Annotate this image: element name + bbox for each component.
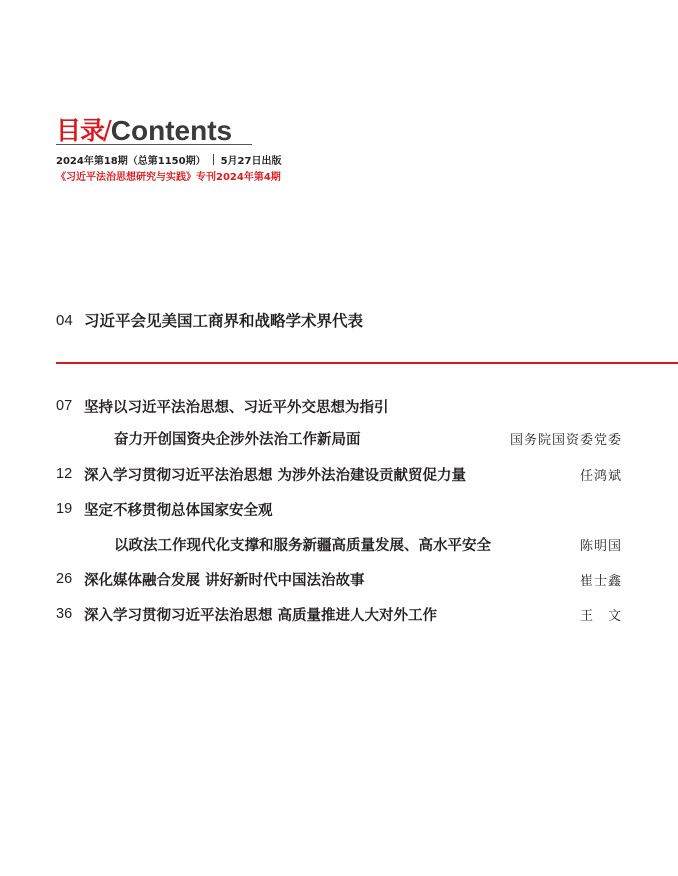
toc-author: 崔士鑫 xyxy=(579,573,622,589)
title-chinese: 目录 xyxy=(56,116,105,145)
issue-separator xyxy=(213,154,214,165)
toc-author: 国务院国资委党委 xyxy=(509,432,622,448)
title-slash: / xyxy=(103,116,112,146)
toc-title: 深入学习贯彻习近平法治思想 高质量推进人大对外工作 xyxy=(84,607,438,624)
toc-entry-continuation[interactable] xyxy=(114,428,622,448)
toc-title: 坚定不移贯彻总体国家安全观 xyxy=(84,502,273,519)
toc-page-number: 07 xyxy=(56,398,73,414)
title-english: Contents xyxy=(110,115,233,146)
toc-title: 坚持以习近平法治思想、习近平外交思想为指引 xyxy=(84,399,389,416)
page-title xyxy=(56,110,256,146)
toc-entry-continuation[interactable] xyxy=(114,534,622,554)
toc-page-number: 19 xyxy=(56,501,73,517)
toc-page-number: 26 xyxy=(56,571,73,587)
feature-page-number: 04 xyxy=(56,311,73,329)
toc-author: 任鸿斌 xyxy=(579,468,622,484)
section-divider xyxy=(56,362,678,364)
toc-entry[interactable] xyxy=(56,569,622,589)
toc-entry[interactable] xyxy=(56,396,622,416)
toc-entry[interactable] xyxy=(56,604,622,624)
toc-author: 陈明国 xyxy=(579,538,622,554)
toc-entry[interactable] xyxy=(56,499,622,519)
special-issue: 《习近平法治思想研究与实践》专刊2024年第4期 xyxy=(56,172,281,183)
issue-number: 2024年第18期（总第1150期） xyxy=(56,156,206,167)
title-underline xyxy=(56,144,252,145)
feature-title: 习近平会见美国工商界和战略学术界代表 xyxy=(84,312,364,330)
contents-header xyxy=(56,110,282,183)
issue-info xyxy=(56,152,281,167)
toc-title: 深入学习贯彻习近平法治思想 为涉外法治建设贡献贸促力量 xyxy=(84,467,467,484)
toc-entry[interactable] xyxy=(56,464,622,484)
toc-page-number: 12 xyxy=(56,466,73,482)
toc-page-number: 36 xyxy=(56,606,73,622)
toc-title: 奋力开创国资央企涉外法治工作新局面 xyxy=(114,431,361,448)
publish-date: 5月27日出版 xyxy=(220,156,282,167)
toc-author: 王 文 xyxy=(579,608,622,624)
toc-title: 深化媒体融合发展 讲好新时代中国法治故事 xyxy=(84,572,365,589)
toc-title: 以政法工作现代化支撑和服务新疆高质量发展、高水平安全 xyxy=(114,537,491,554)
feature-entry[interactable] xyxy=(56,309,363,331)
